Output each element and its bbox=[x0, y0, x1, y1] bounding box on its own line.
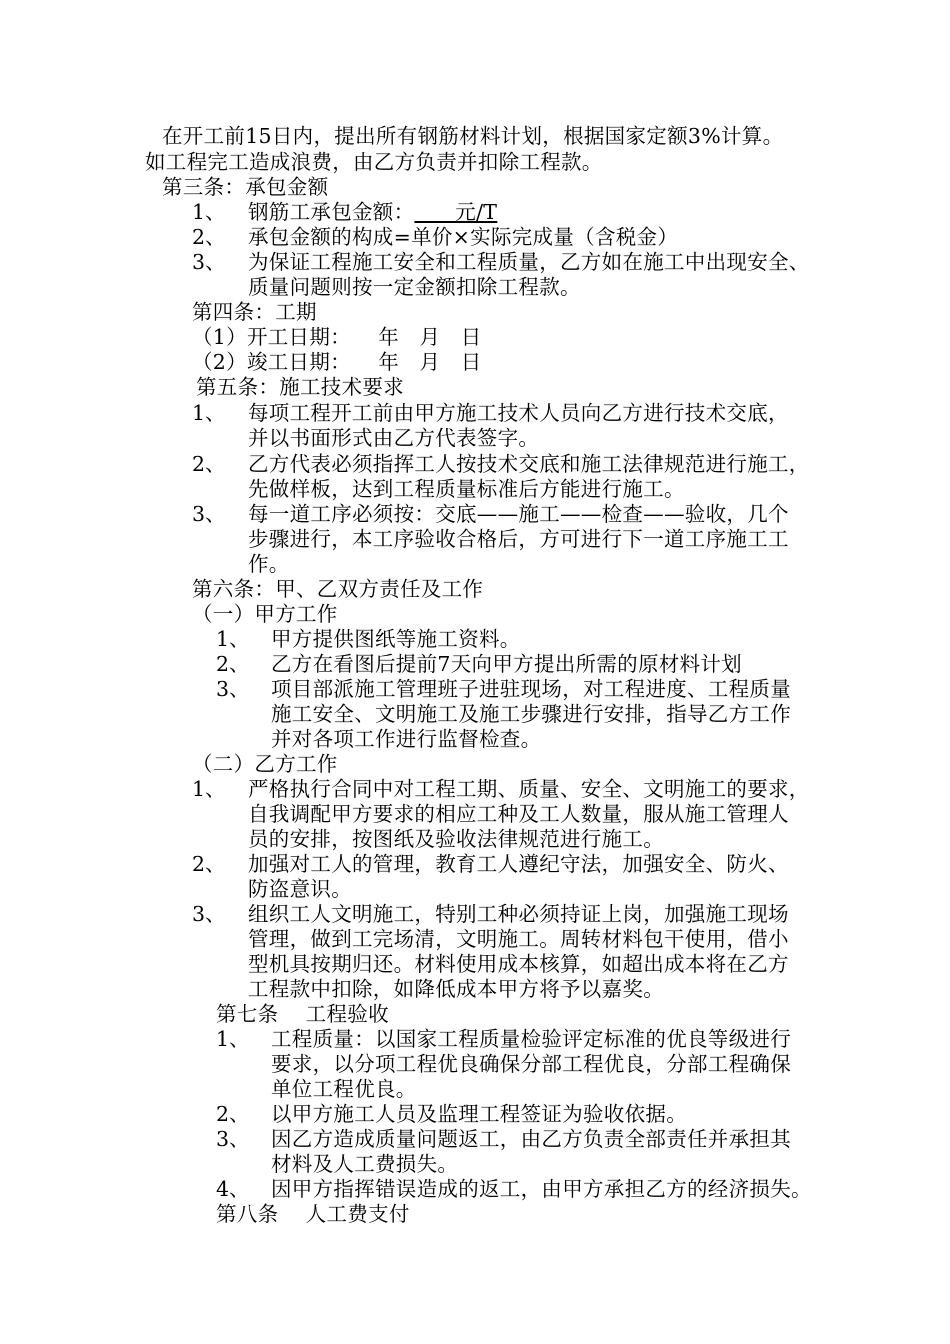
party-b-item-1-line-1: 严格执行合同中对工程工期、质量、安全、文明施工的要求， bbox=[248, 777, 810, 801]
article-3-item-3-line-2: 质量问题则按一定金额扣除工程款。 bbox=[248, 275, 581, 299]
party-a-item-3-line-2: 施工安全、文明施工及施工步骤进行安排，指导乙方工作 bbox=[271, 702, 791, 726]
article-5-item-2-line-2: 先做样板，达到工程质量标准后方能进行施工。 bbox=[248, 477, 685, 501]
article-5-item-1-line-1: 每项工程开工前由甲方施工技术人员向乙方进行技术交底， bbox=[248, 401, 789, 425]
party-b-item-2-line-2: 防盗意识。 bbox=[248, 877, 352, 901]
party-a-item-2-text: 乙方在看图后提前7天向甲方提出所需的原材料计划 bbox=[271, 652, 742, 676]
article-8-title: 第八条 人工费支付 bbox=[216, 1202, 410, 1226]
party-b-item-3-line-1: 组织工人文明施工，特别工种必须持证上岗，加强施工现场 bbox=[248, 902, 789, 926]
party-a-item-1-number: 1、 bbox=[216, 627, 250, 651]
article-3-item-1-blank: 元/T bbox=[414, 200, 498, 224]
article-7-item-2-number: 2、 bbox=[216, 1102, 250, 1126]
article-6-party-a-title: （一）甲方工作 bbox=[192, 602, 338, 626]
article-5-title: 第五条：施工技术要求 bbox=[196, 375, 404, 399]
article-7-item-1-line-1: 工程质量：以国家工程质量检验评定标准的优良等级进行 bbox=[271, 1027, 791, 1051]
article-7-item-3-number: 3、 bbox=[216, 1127, 250, 1151]
article-5-item-3-line-3: 作。 bbox=[248, 552, 290, 576]
article-7-item-1-line-2: 要求，以分项工程优良确保分部工程优良，分部工程确保 bbox=[271, 1052, 791, 1076]
article-7-item-3-line-1: 因乙方造成质量问题返工，由乙方负责全部责任并承担其 bbox=[271, 1127, 791, 1151]
intro-line-1: 在开工前15日内，提出所有钢筋材料计划，根据国家定额3%计算。 bbox=[162, 124, 784, 148]
article-7-item-3-line-2: 材料及人工费损失。 bbox=[271, 1152, 459, 1176]
article-3-item-1 bbox=[248, 200, 497, 224]
article-5-item-1-line-2: 并以书面形式由乙方代表签字。 bbox=[248, 426, 540, 450]
article-4-end-date: （2）竣工日期： 年 月 日 bbox=[192, 350, 482, 374]
article-7-item-1-number: 1、 bbox=[216, 1027, 250, 1051]
article-6-party-b-title: （二）乙方工作 bbox=[192, 752, 338, 776]
party-b-item-3-line-3: 型机具按期归还。材料使用成本核算，如超出成本将在乙方 bbox=[248, 952, 789, 976]
party-a-item-2-number: 2、 bbox=[216, 652, 250, 676]
party-a-item-1-text: 甲方提供图纸等施工资料。 bbox=[271, 627, 521, 651]
article-7-item-1-line-3: 单位工程优良。 bbox=[271, 1077, 417, 1101]
article-7-title: 第七条 工程验收 bbox=[216, 1002, 389, 1026]
article-3-item-1-number: 1、 bbox=[192, 200, 226, 224]
article-7-item-2-text: 以甲方施工人员及监理工程签证为验收依据。 bbox=[271, 1102, 687, 1126]
article-3-title: 第三条：承包金额 bbox=[162, 175, 329, 199]
article-3-item-1-text: 钢筋工承包金额： bbox=[248, 200, 415, 224]
party-b-item-3-line-2: 管理，做到工完场清，文明施工。周转材料包干使用，借小 bbox=[248, 927, 789, 951]
article-3-item-2-text: 承包金额的构成=单价×实际完成量（含税金） bbox=[248, 225, 679, 249]
party-b-item-2-line-1: 加强对工人的管理，教育工人遵纪守法，加强安全、防火、 bbox=[248, 852, 789, 876]
article-5-item-1-number: 1、 bbox=[192, 401, 226, 425]
article-3-item-3-number: 3、 bbox=[192, 250, 226, 274]
article-5-item-2-line-1: 乙方代表必须指挥工人按技术交底和施工法律规范进行施工， bbox=[248, 452, 810, 476]
intro-line-2: 如工程完工造成浪费，由乙方负责并扣除工程款。 bbox=[145, 150, 603, 174]
party-b-item-3-line-4: 工程款中扣除，如降低成本甲方将予以嘉奖。 bbox=[248, 977, 664, 1001]
party-a-item-3-line-3: 并对各项工作进行监督检查。 bbox=[271, 727, 542, 751]
article-7-item-4-number: 4、 bbox=[216, 1177, 250, 1201]
party-b-item-1-number: 1、 bbox=[192, 777, 226, 801]
article-5-item-2-number: 2、 bbox=[192, 452, 226, 476]
party-b-item-1-line-3: 员的安排，按图纸及验收法律规范进行施工。 bbox=[248, 827, 664, 851]
article-6-title: 第六条：甲、乙双方责任及工作 bbox=[192, 577, 484, 601]
party-a-item-3-line-1: 项目部派施工管理班子进驻现场，对工程进度、工程质量 bbox=[271, 677, 791, 701]
article-4-title: 第四条：工期 bbox=[192, 300, 317, 324]
party-a-item-3-number: 3、 bbox=[216, 677, 250, 701]
article-5-item-3-line-1: 每一道工序必须按：交底——施工——检查——验收，几个 bbox=[248, 502, 789, 526]
party-b-item-1-line-2: 自我调配甲方要求的相应工种及工人数量，服从施工管理人 bbox=[248, 802, 789, 826]
article-7-item-4-text: 因甲方指挥错误造成的返工，由甲方承担乙方的经济损失。 bbox=[271, 1177, 812, 1201]
article-5-item-3-number: 3、 bbox=[192, 502, 226, 526]
article-4-start-date: （1）开工日期： 年 月 日 bbox=[192, 325, 482, 349]
party-b-item-2-number: 2、 bbox=[192, 852, 226, 876]
article-5-item-3-line-2: 步骤进行，本工序验收合格后，方可进行下一道工序施工工 bbox=[248, 527, 789, 551]
article-3-item-3-line-1: 为保证工程施工安全和工程质量，乙方如在施工中出现安全、 bbox=[248, 250, 810, 274]
party-b-item-3-number: 3、 bbox=[192, 902, 226, 926]
article-3-item-2-number: 2、 bbox=[192, 225, 226, 249]
